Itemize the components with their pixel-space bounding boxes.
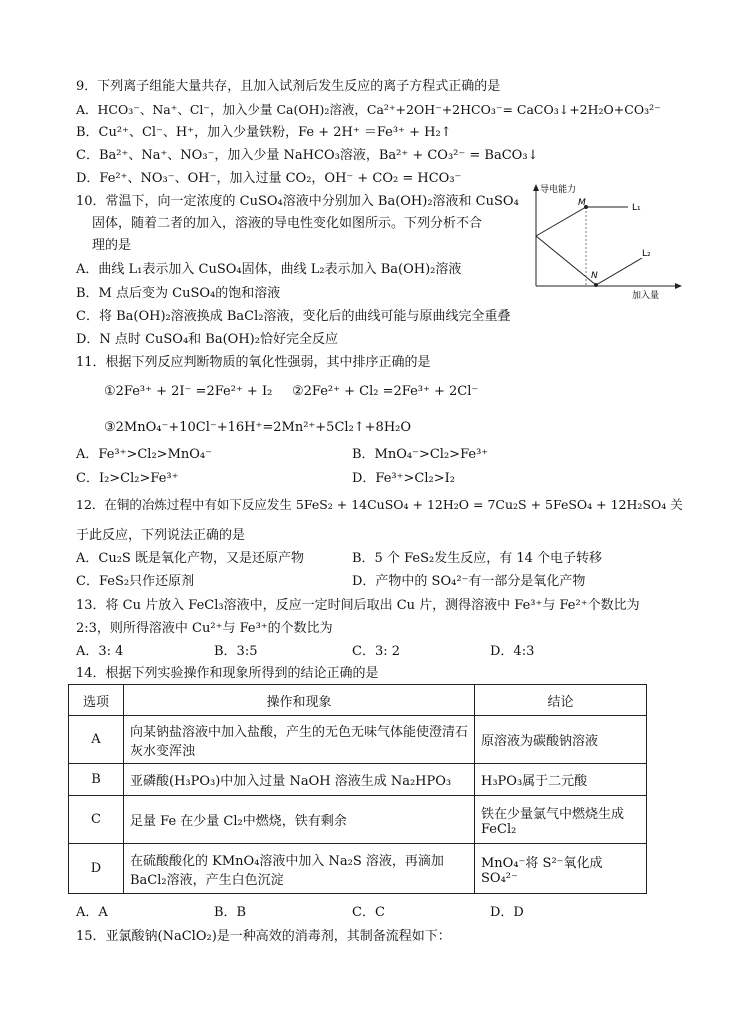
q10-stem-line3: 理的是 <box>92 238 132 253</box>
row-option: A <box>69 716 124 764</box>
q10-option-a: A．曲线 L₁表示加入 CuSO₄固体，曲线 L₂表示加入 Ba(OH)₂溶液 <box>76 262 462 277</box>
graph-label-l1: L₁ <box>632 203 641 213</box>
q15-stem: 15．亚氯酸钠(NaClO₂)是一种高效的消毒剂，其制备流程如下： <box>76 929 451 944</box>
q11-option-b: B．MnO₄⁻>Cl₂>Fe³⁺ <box>352 447 489 462</box>
q12-stem-line2: 于此反应，下列说法正确的是 <box>76 528 246 543</box>
q9-option-d: D．Fe²⁺、NO₃⁻、OH⁻，加入过量 CO₂，OH⁻ + CO₂ = HCO₃⁻ <box>76 171 462 186</box>
q9-option-c: C．Ba²⁺、Na⁺、NO₃⁻，加入少量 NaHCO₃溶液，Ba²⁺ + CO₃²⁻ = BaCO₃↓ <box>76 148 539 163</box>
row-conclusion: 原溶液为碳酸钠溶液 <box>475 716 647 764</box>
q9-option-a: A．HCO₃⁻、Na⁺、Cl⁻，加入少量 Ca(OH)₂溶液，Ca²⁺+2OH⁻+2HCO₃⁻= CaCO₃↓+2H₂O+CO₃²⁻ <box>76 102 661 117</box>
q13-stem-line1: 13．将 Cu 片放入 FeCl₃溶液中，反应一定时间后取出 Cu 片，测得溶液中 Fe³⁺与 Fe²⁺个数比为 <box>76 598 640 613</box>
table-row <box>69 764 647 796</box>
q9-stem: 9．下列离子组能大量共存，且加入试剂后发生反应的离子方程式正确的是 <box>76 79 501 94</box>
q11-option-a: A．Fe³⁺>Cl₂>MnO₄⁻ <box>76 447 212 462</box>
row-option: B <box>69 764 124 796</box>
q11-option-d: D．Fe³⁺>Cl₂>I₂ <box>352 471 455 486</box>
q11-reaction-3: ③2MnO₄⁻+10Cl⁻+16H⁺=2Mn²⁺+5Cl₂↑+8H₂O <box>104 420 412 435</box>
header-conclusion: 结论 <box>475 685 647 716</box>
graph-point-n: N <box>591 271 598 281</box>
q14-option-c: C．C <box>352 905 385 920</box>
curve-l2 <box>536 236 642 285</box>
row-conclusion: 铁在少量氯气中燃烧生成 FeCl₂ <box>475 796 647 844</box>
q11-option-c: C．I₂>Cl₂>Fe³⁺ <box>76 471 179 486</box>
q13-option-a: A．3: 4 <box>76 644 124 659</box>
row-conclusion: H₃PO₃属于二元酸 <box>475 764 647 796</box>
q11-stem: 11．根据下列反应判断物质的氧化性强弱，其中排序正确的是 <box>76 355 431 370</box>
q11-reaction-2: ②2Fe²⁺ + Cl₂ =2Fe³⁺ + 2Cl⁻ <box>292 384 479 399</box>
conductivity-graph <box>528 178 688 304</box>
row-option: D <box>69 844 124 894</box>
q14-stem: 14．根据下列实验操作和现象所得到的结论正确的是 <box>76 666 379 681</box>
q11-reaction-1: ①2Fe³⁺ + 2I⁻ =2Fe²⁺ + I₂ <box>104 384 273 399</box>
q10-stem-line2: 固体，随着二者的加入，溶液的导电性变化如图所示。下列分析不合 <box>92 216 483 231</box>
table-row <box>69 844 647 894</box>
row-operation: 亚磷酸(H₃PO₃)中加入过量 NaOH 溶液生成 Na₂HPO₃ <box>124 764 475 796</box>
graph-label-l2: L₂ <box>642 249 651 259</box>
header-option: 选项 <box>69 685 124 716</box>
q10-option-b: B．M 点后变为 CuSO₄的饱和溶液 <box>76 286 281 301</box>
q12-option-c: C．FeS₂只作还原剂 <box>76 574 195 589</box>
q12-option-d: D．产物中的 SO₄²⁻有一部分是氧化产物 <box>352 574 586 589</box>
q12-stem-line1: 12．在铜的冶炼过程中有如下反应发生 5FeS₂ + 14CuSO₄ + 12H₂O = 7Cu₂S + 5FeSO₄ + 12H₂SO₄ 关 <box>76 497 683 512</box>
curve-l1 <box>536 207 628 236</box>
table-row <box>69 796 647 844</box>
table-header-row <box>69 685 647 716</box>
header-operation: 操作和现象 <box>124 685 475 716</box>
table-row <box>69 716 647 764</box>
q13-option-d: D．4:3 <box>490 644 535 659</box>
row-operation: 足量 Fe 在少量 Cl₂中燃烧，铁有剩余 <box>124 796 475 844</box>
q13-stem-line2: 2:3，则所得溶液中 Cu²⁺与 Fe³⁺的个数比为 <box>76 621 333 636</box>
row-conclusion: MnO₄⁻将 S²⁻氧化成 SO₄²⁻ <box>475 844 647 894</box>
q14-option-b: B．B <box>214 905 247 920</box>
row-operation: 在硫酸酸化的 KMnO₄溶液中加入 Na₂S 溶液，再滴加 BaCl₂溶液，产生白色沉淀 <box>124 844 475 894</box>
q14-option-d: D．D <box>490 905 524 920</box>
graph-ylabel: 导电能力 <box>540 185 577 195</box>
row-option: C <box>69 796 124 844</box>
q14-option-a: A．A <box>76 905 108 920</box>
graph-point-m: M <box>578 198 586 208</box>
q13-option-b: B．3:5 <box>214 644 258 659</box>
q9-option-b: B．Cu²⁺、Cl⁻、H⁺，加入少量铁粉，Fe + 2H⁺ ＝Fe³⁺ + H₂↑ <box>76 125 452 140</box>
graph-xlabel: 加入量 <box>632 291 660 301</box>
q14-table <box>68 684 647 894</box>
q10-option-d: D．N 点时 CuSO₄和 Ba(OH)₂恰好完全反应 <box>76 332 338 347</box>
q10-option-c: C．将 Ba(OH)₂溶液换成 BaCl₂溶液，变化后的曲线可能与原曲线完全重叠 <box>76 309 511 324</box>
q12-option-b: B．5 个 FeS₂发生反应，有 14 个电子转移 <box>352 551 603 566</box>
q13-option-c: C．3: 2 <box>352 644 401 659</box>
q12-option-a: A．Cu₂S 既是氧化产物，又是还原产物 <box>76 551 304 566</box>
row-operation: 向某钠盐溶液中加入盐酸，产生的无色无味气体能使澄清石灰水变浑浊 <box>124 716 475 764</box>
q10-stem-line1: 10．常温下，向一定浓度的 CuSO₄溶液中分别加入 Ba(OH)₂溶液和 CuSO₄ <box>76 194 519 209</box>
